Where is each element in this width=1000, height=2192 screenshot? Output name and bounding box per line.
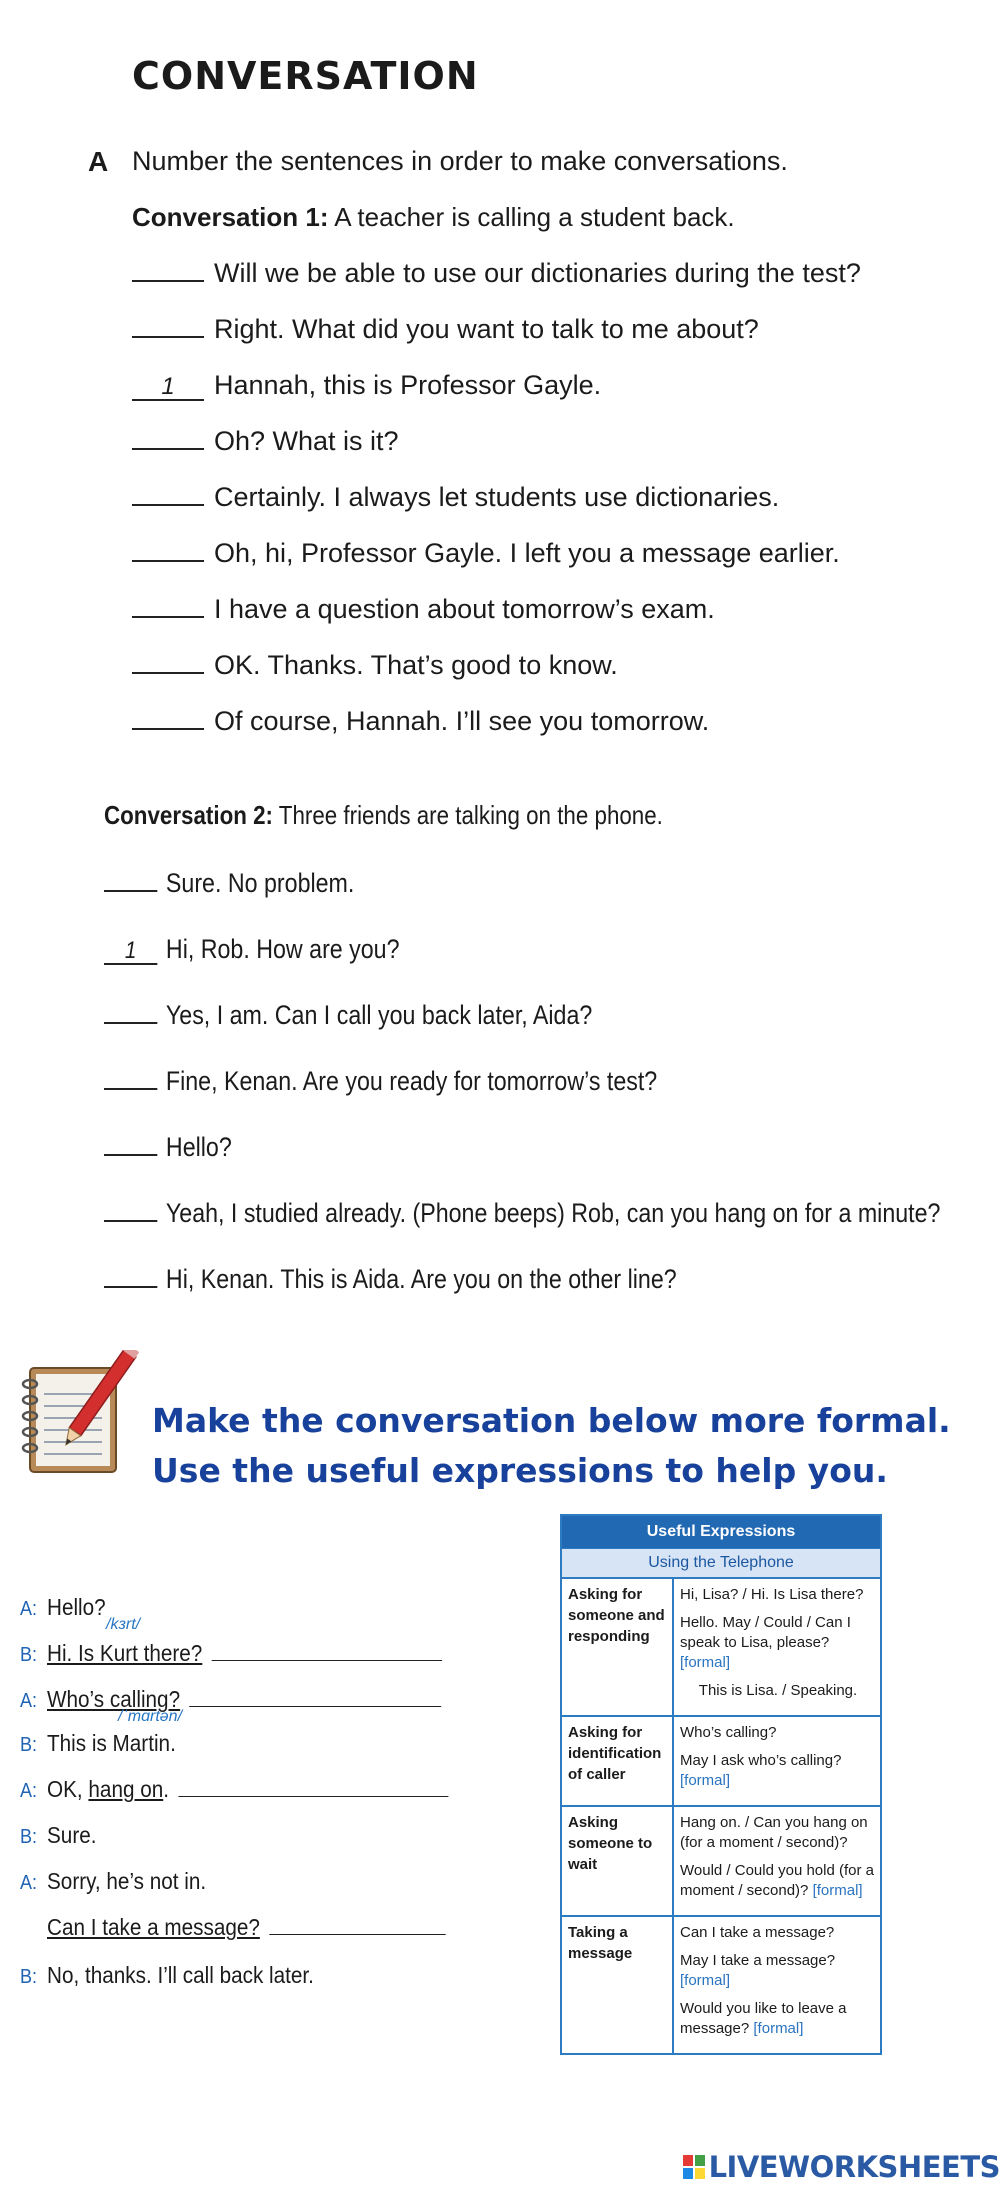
expression: Can I take a message? [680,1924,835,1941]
dialogue-text: . [163,1776,169,1802]
table-row [562,1577,880,1715]
dialogue-line [20,1686,441,1713]
conversation-1-line [132,370,601,401]
answer-blank[interactable] [104,1286,157,1288]
speaker-label: A: [20,1598,38,1620]
dialogue-line [20,1776,448,1803]
sentence-text: Of course, Hannah. I’ll see you tomorrow. [214,706,710,736]
liveworksheets-logo [683,2150,1000,2184]
sentence-text: Hello? [165,1132,232,1162]
expression [680,1951,876,1991]
conversation-1-line [132,482,779,513]
answer-blank[interactable]: 1 [104,939,157,965]
sentence-text: Oh? What is it? [214,426,399,456]
phonetic-kurt: /kɜrt/ [106,1616,141,1633]
dialogue-phrase-underlined: Hi. Is Kurt there? [47,1640,203,1666]
speaker-label: B: [20,1734,38,1756]
dialogue-line [20,1730,176,1757]
answer-line[interactable] [211,1640,441,1661]
conversation-2-heading [104,800,663,831]
table-category: Asking for identification of caller [562,1717,674,1805]
section-instruction: Number the sentences in order to make conversations. [132,146,788,176]
sentence-text: Yes, I am. Can I call you back later, Aida? [165,1000,593,1030]
formal-tag: [formal] [812,1882,863,1899]
answer-blank[interactable] [132,280,204,282]
table-subtitle: Using the Telephone [562,1548,880,1577]
expression: Hi, Lisa? / Hi. Is Lisa there? [680,1586,864,1603]
dialogue-text: OK, [47,1776,89,1802]
table-row [562,1805,880,1915]
banner-line-1: Make the conversation below more formal. [152,1401,951,1440]
dialogue-text: Sorry, he’s not in. [47,1868,207,1894]
speaker-label: B: [20,1966,38,1988]
dialogue-text: Sure. [47,1822,97,1848]
table-category: Taking a message [562,1917,674,2053]
sentence-text: Will we be able to use our dictionaries during the test? [214,258,861,288]
answer-blank[interactable] [132,336,204,338]
sentence-text: Oh, hi, Professor Gayle. I left you a message earlier. [214,538,840,568]
dialogue-line [20,1962,314,1989]
sentence-text: Hannah, this is Professor Gayle. [214,370,602,400]
brand-name: LIVEWORKSHEETS [708,2150,1000,2184]
conversation-2-line [104,1198,940,1229]
dialogue-line [20,1868,206,1895]
sentence-text: Fine, Kenan. Are you ready for tomorrow’s test? [165,1066,658,1096]
liveworksheets-logo-icon [683,2155,705,2179]
sentence-text: Right. What did you want to talk to me about? [214,314,759,344]
expression-text: Hello. May / Could / Can I speak to Lisa, please? [680,1614,851,1651]
answer-line[interactable] [269,1914,445,1935]
answer-blank[interactable] [104,890,157,892]
conversation-2-line [104,868,354,899]
answer-blank[interactable] [132,504,204,506]
conversation-2-line [104,1264,677,1295]
formal-tag: [formal] [680,1972,731,1989]
conversation-1-heading [132,202,735,233]
answer-blank[interactable] [104,1022,157,1024]
answer-blank[interactable] [104,1220,157,1222]
expression: Who’s calling? [680,1724,777,1741]
dialogue-line [20,1594,106,1621]
answer-blank[interactable] [132,672,204,674]
speaker-label: A: [20,1780,38,1802]
speaker-label: B: [20,1644,38,1666]
conversation-1-line [132,538,840,569]
sentence-text: Certainly. I always let students use dictionaries. [214,482,780,512]
expression-text: May I take a message? [680,1952,836,1969]
conversation-1-line [132,314,759,345]
sentence-text: Sure. No problem. [165,868,355,898]
expression: This is Lisa. / Speaking. [698,1682,858,1699]
banner-instruction [152,1396,951,1496]
dialogue-line [20,1914,445,1941]
table-row [562,1915,880,2053]
page-title: CONVERSATION [132,54,479,98]
answer-blank[interactable] [132,728,204,730]
section-letter: A [88,146,109,177]
conversation-2-line [104,1066,657,1097]
answer-line[interactable] [189,1686,441,1707]
sentence-text: Hi, Rob. How are you? [165,934,400,964]
conversation-1-line [132,258,861,289]
expression-text: Would / Could you hold (for a moment / second)? [680,1862,874,1899]
conversation-2-line [104,934,400,965]
formal-tag: [formal] [680,1772,731,1789]
conversation-1-line [132,706,709,737]
sentence-text: Yeah, I studied already. (Phone beeps) Rob, can you hang on for a minute? [165,1198,941,1228]
phonetic-martin: /ˈmɑrtən/ [118,1708,183,1725]
conversation-2-label: Conversation 2: [104,800,273,830]
dialogue-text: This is Martin. [47,1730,176,1756]
table-category: Asking someone to wait [562,1807,674,1915]
expression [680,1613,876,1673]
dialogue-phrase-underlined: hang on [88,1776,164,1802]
expression-text: Would you like to leave a message? [680,2000,847,2037]
conversation-1-description: A teacher is calling a student back. [328,202,735,232]
answer-blank[interactable] [132,616,204,618]
dialogue-phrase-underlined: Can I take a message? [47,1914,260,1940]
conversation-2-description: Three friends are talking on the phone. [272,800,663,830]
sentence-text: Hi, Kenan. This is Aida. Are you on the other line? [165,1264,677,1294]
conversation-1-line [132,426,399,457]
table-title: Useful Expressions [562,1516,880,1548]
dialogue-phrase-underlined: Who’s calling? [47,1686,181,1712]
table-row [562,1715,880,1805]
conversation-1-line [132,594,715,625]
speaker-label: B: [20,1826,38,1848]
answer-blank[interactable]: 1 [132,375,204,401]
formal-tag: [formal] [680,1654,731,1671]
banner-line-2: Use the useful expressions to help you. [152,1451,888,1490]
answer-blank[interactable] [104,1154,157,1156]
formal-tag: [formal] [753,2020,804,2037]
dialogue-line [20,1822,96,1849]
conversation-1-line [132,650,618,681]
sentence-text: OK. Thanks. That’s good to know. [214,650,618,680]
table-category: Asking for someone and responding [562,1579,674,1715]
answer-blank[interactable] [132,560,204,562]
conversation-1-label: Conversation 1: [132,202,329,232]
speaker-label: A: [20,1690,38,1712]
conversation-2-line [104,1000,592,1031]
expression: Hang on. / Can you hang on (for a moment / second)? [680,1814,868,1851]
useful-expressions-table [560,1514,882,2055]
notepad-pencil-icon [16,1350,140,1480]
answer-line[interactable] [178,1776,448,1797]
expression-text: May I ask who’s calling? [680,1752,842,1769]
dialogue-text: No, thanks. I’ll call back later. [47,1962,314,1988]
expression [680,1861,876,1901]
conversation-2-line [104,1132,232,1163]
answer-blank[interactable] [104,1088,157,1090]
answer-blank[interactable] [132,448,204,450]
dialogue-line [20,1640,442,1667]
expression [680,1999,876,2039]
speaker-label: A: [20,1872,38,1894]
dialogue-text: Hello? [47,1594,106,1620]
expression [680,1751,876,1791]
sentence-text: I have a question about tomorrow’s exam. [214,594,715,624]
